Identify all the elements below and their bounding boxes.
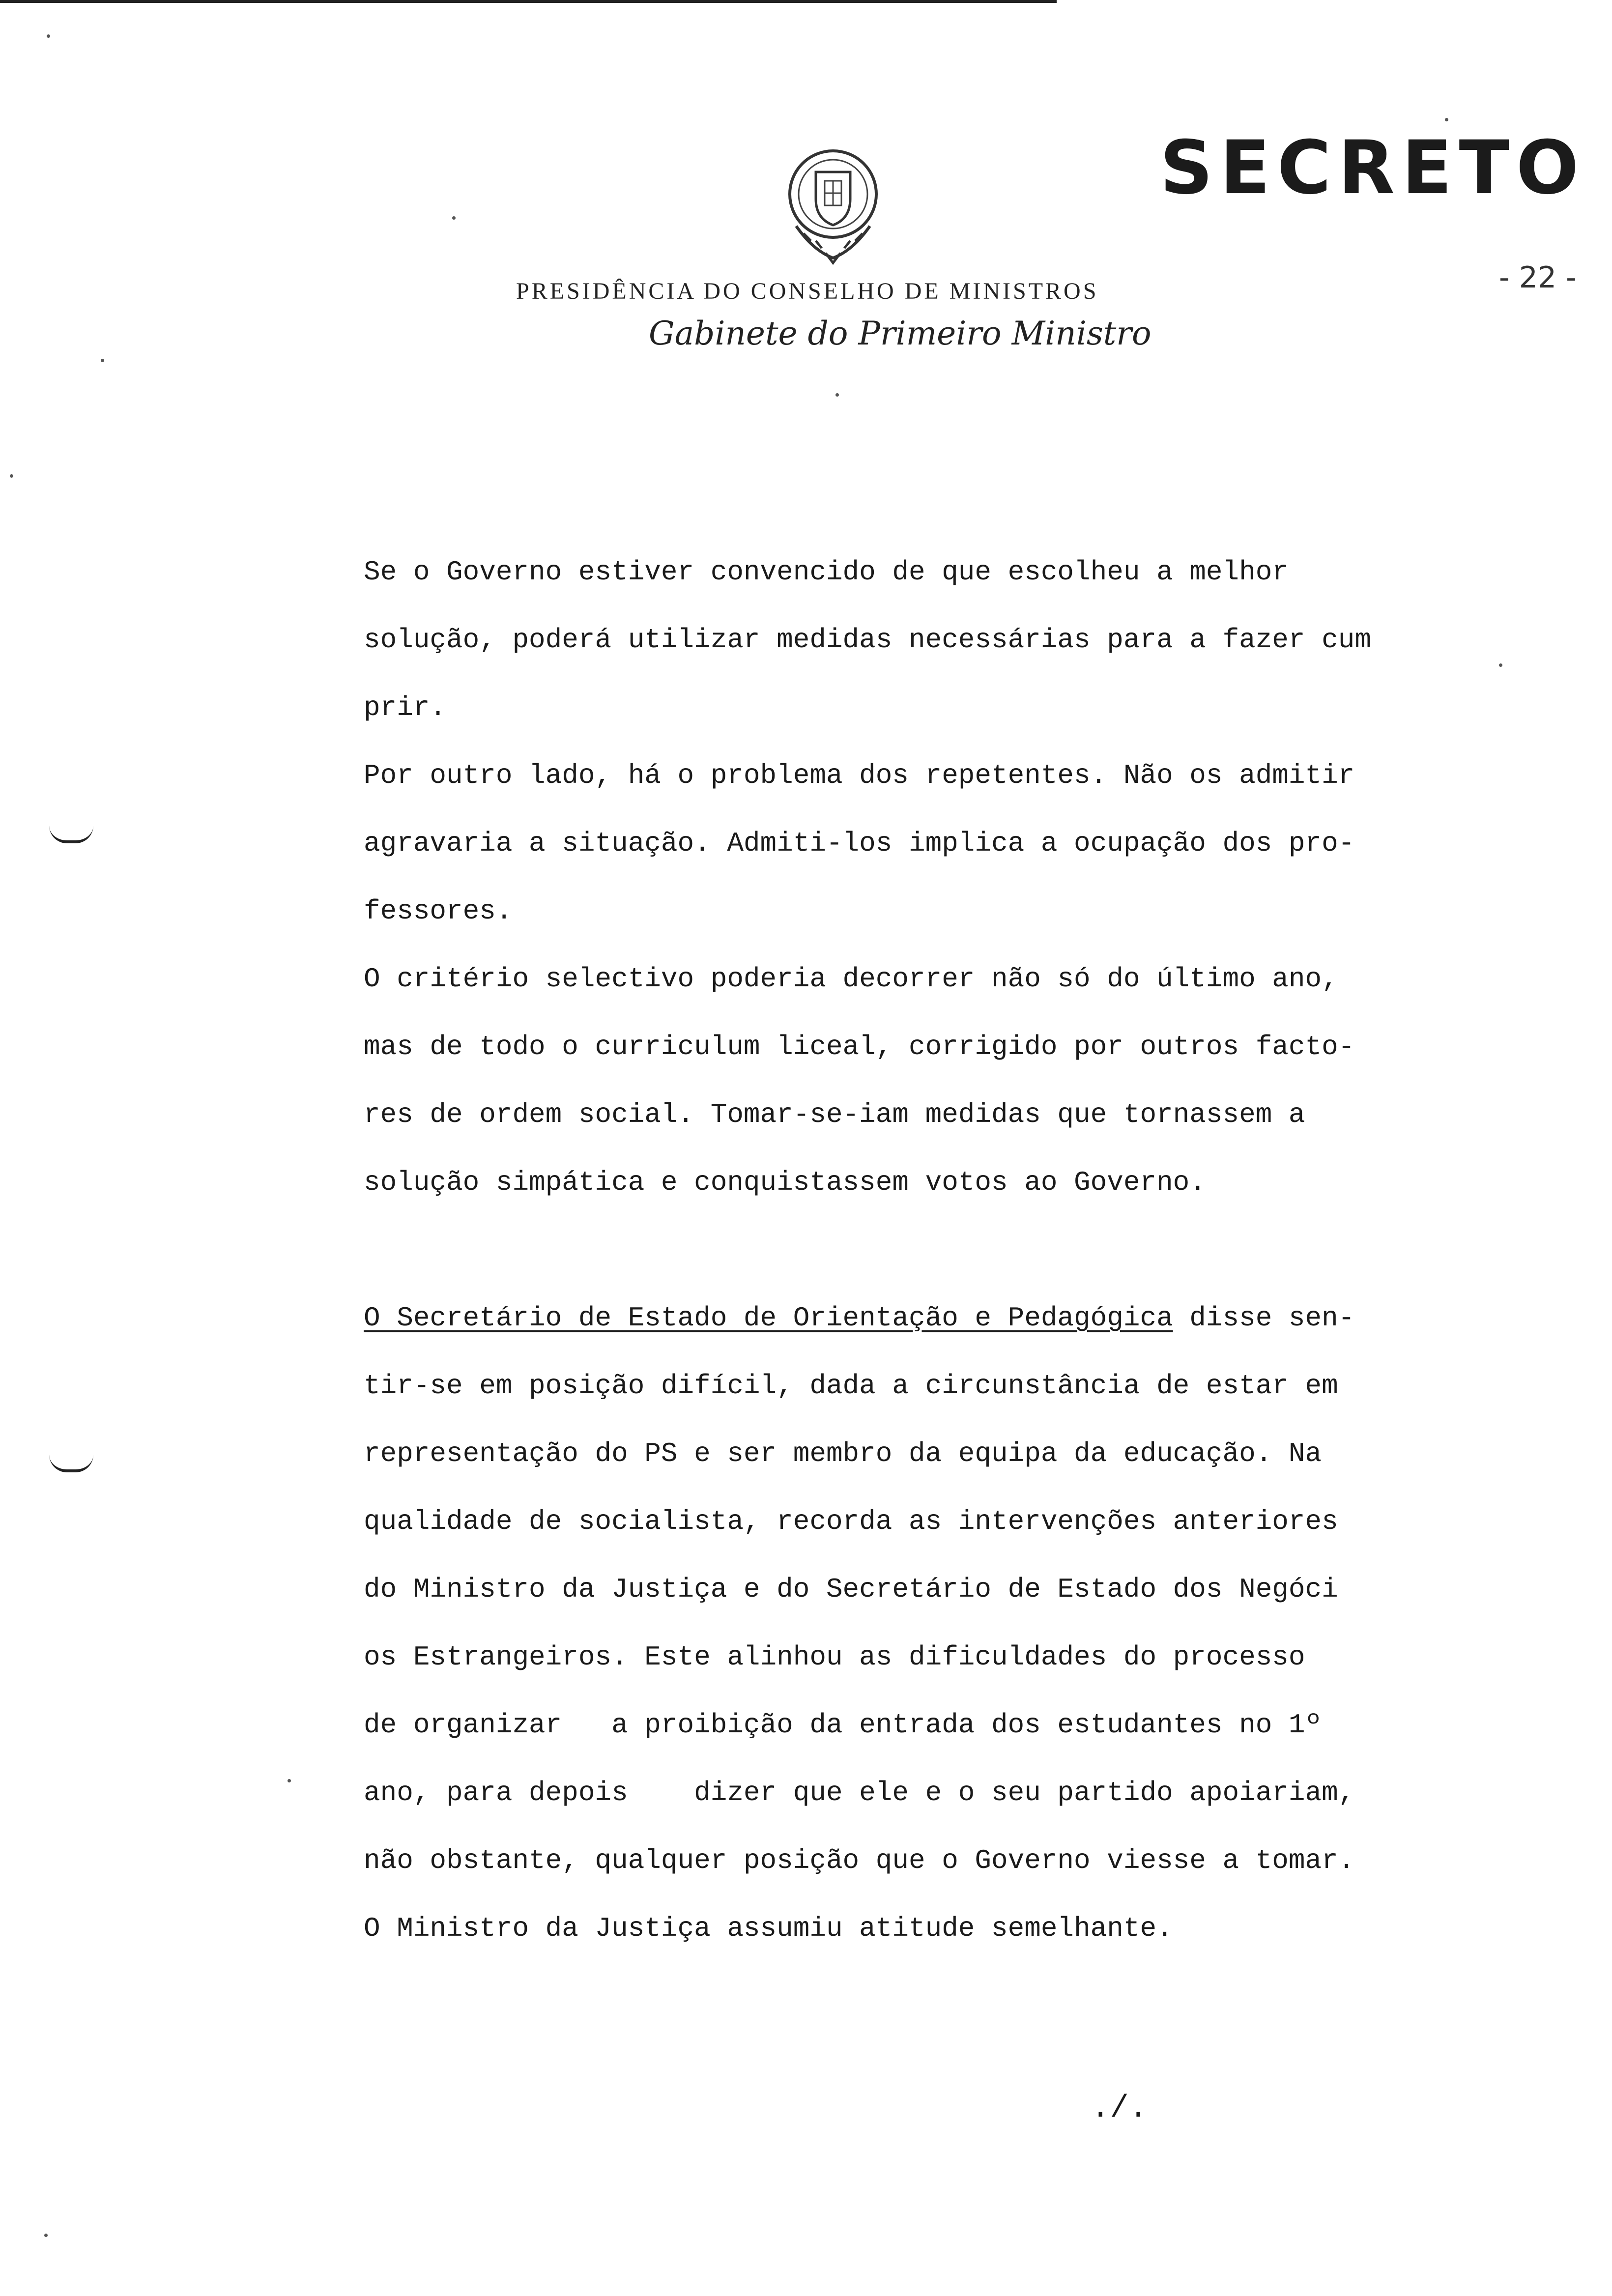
- speaker-name: O Secretário de Estado de Orientação e Pedagógica: [364, 1302, 1173, 1334]
- scan-speck: [288, 1779, 291, 1782]
- text-line: solução, poderá utilizar medidas necessárias para a fazer cum: [364, 624, 1371, 656]
- text-line: os Estrangeiros. Este alinhou as dificuldades do processo: [364, 1641, 1305, 1673]
- paragraph: [364, 1284, 1445, 1962]
- scan-speck: [1499, 663, 1502, 667]
- text-line: de organizar a proibição da entrada dos estudantes no 1º: [364, 1709, 1322, 1741]
- scan-speck: [452, 216, 456, 220]
- text-line: do Ministro da Justiça e do Secretário de Estado dos Negóci: [364, 1574, 1338, 1605]
- classification-stamp: SECRETO: [1160, 125, 1586, 211]
- text-line: representação do PS e ser membro da equipa da educação. Na: [364, 1438, 1322, 1469]
- binder-hole-mark: [49, 826, 93, 843]
- scan-speck: [10, 474, 13, 478]
- text-line: res de ordem social. Tomar-se-iam medidas que tornassem a: [364, 1099, 1305, 1130]
- paragraph: [364, 538, 1445, 742]
- document-body: [364, 538, 1445, 1962]
- text-line: mas de todo o curriculum liceal, corrigido por outros facto-: [364, 1031, 1355, 1062]
- text-line: Por outro lado, há o problema dos repetentes. Não os admitir: [364, 760, 1355, 791]
- page-number: - 22 -: [1499, 260, 1577, 295]
- cabinet-subheading: Gabinete do Primeiro Ministro: [649, 315, 1151, 352]
- speaker-line-rest: disse sen-: [1173, 1302, 1355, 1334]
- top-border-rule: [0, 0, 1057, 3]
- text-line: não obstante, qualquer posição que o Governo viesse a tomar.: [364, 1845, 1355, 1876]
- text-line: fessores.: [364, 895, 513, 927]
- text-line: Se o Governo estiver convencido de que escolheu a melhor: [364, 556, 1289, 588]
- text-line: [364, 1284, 1445, 1352]
- scan-speck: [101, 359, 104, 362]
- scan-speck: [44, 2234, 48, 2237]
- text-line: qualidade de socialista, recorda as intervenções anteriores: [364, 1506, 1338, 1537]
- text-line: solução simpática e conquistassem votos ao Governo.: [364, 1167, 1206, 1198]
- continuation-mark: ./.: [1091, 2091, 1148, 2126]
- text-line: ano, para depois dizer que ele e o seu partido apoiariam,: [364, 1777, 1355, 1808]
- text-line: O critério selectivo poderia decorrer não só do último ano,: [364, 963, 1338, 995]
- coat-of-arms-seal-icon: [777, 143, 890, 270]
- text-line: agravaria a situação. Admiti-los implica a ocupação dos pro-: [364, 828, 1355, 859]
- paragraph: [364, 742, 1445, 945]
- text-line: prir.: [364, 692, 447, 723]
- text-line: tir-se em posição difícil, dada a circunstância de estar em: [364, 1370, 1338, 1402]
- scan-speck: [1445, 118, 1448, 121]
- institution-heading: PRESIDÊNCIA DO CONSELHO DE MINISTROS: [516, 278, 1099, 304]
- scan-speck: [835, 393, 839, 397]
- paragraph-gap: [364, 1216, 1445, 1284]
- paragraph: [364, 945, 1445, 1216]
- binder-hole-mark: [49, 1455, 93, 1472]
- text-line: O Ministro da Justiça assumiu atitude semelhante.: [364, 1913, 1173, 1944]
- scan-speck: [47, 34, 50, 38]
